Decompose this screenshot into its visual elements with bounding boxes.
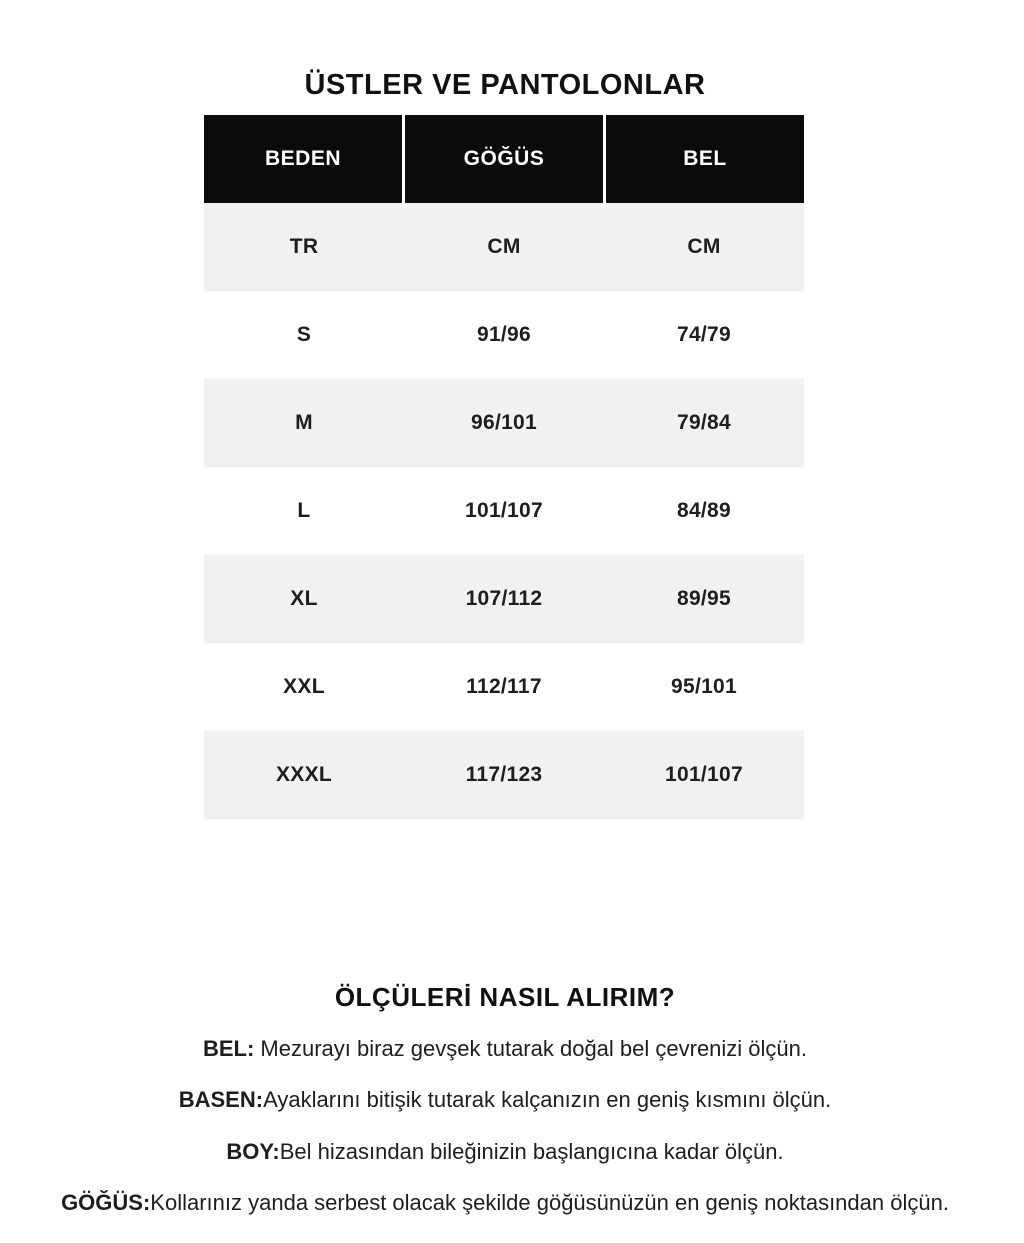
size-cell: L	[297, 499, 311, 522]
size-table-header-row	[204, 115, 804, 203]
instruction-label-boy: BOY:	[226, 1139, 280, 1164]
waist-cell: 84/89	[676, 499, 732, 522]
header-cell-bel: BEL	[606, 115, 804, 203]
instruction-text-basen: Ayaklarını bitişik tutarak kalçanızın en geniş kısmını ölçün.	[263, 1087, 832, 1112]
unit-cell-size: TR	[289, 235, 319, 258]
instruction-label-bel: BEL:	[202, 1036, 255, 1061]
instruction-line-gogus	[0, 1188, 1010, 1218]
header-cell-beden: BEDEN	[204, 115, 402, 203]
instruction-label-gogus: GÖĞÜS:	[61, 1190, 151, 1215]
instructions-title: ÖLÇÜLERİ NASIL ALIRIM?	[334, 982, 676, 1012]
header-cell-gogus: GÖĞÜS	[405, 115, 603, 203]
page-title: ÜSTLER VE PANTOLONLAR	[304, 69, 706, 101]
chest-cell: 112/117	[466, 675, 542, 698]
chest-cell: 117/123	[465, 763, 543, 786]
size-table	[204, 115, 804, 819]
unit-row	[204, 203, 804, 291]
table-row-xxl	[204, 643, 804, 731]
size-cell: S	[296, 323, 312, 346]
chest-cell: 96/101	[470, 411, 538, 434]
instruction-line-boy	[0, 1137, 1010, 1167]
table-row-l	[204, 467, 804, 555]
instruction-line-bel	[0, 1034, 1010, 1064]
waist-cell: 101/107	[664, 763, 743, 786]
instruction-text-bel: Mezurayı biraz gevşek tutarak doğal bel çevrenizi ölçün.	[254, 1036, 808, 1061]
unit-cell-waist: CM	[687, 235, 721, 258]
chest-cell: 91/96	[476, 323, 532, 346]
chest-cell: 101/107	[464, 499, 543, 522]
instruction-text-gogus: Kollarınız yanda serbest olacak şekilde göğüsünüzün en geniş noktasından ölçün.	[150, 1190, 949, 1215]
waist-cell: 74/79	[676, 323, 732, 346]
chest-cell: 107/112	[465, 587, 543, 610]
size-cell: M	[295, 411, 313, 434]
size-cell: XXL	[283, 675, 325, 698]
instruction-label-basen: BASEN:	[178, 1087, 264, 1112]
unit-cell-chest: CM	[487, 235, 521, 258]
table-row-s	[204, 291, 804, 379]
instruction-line-basen	[0, 1085, 1010, 1115]
waist-cell: 89/95	[676, 587, 732, 610]
waist-cell: 95/101	[670, 675, 738, 698]
table-row-m	[204, 379, 804, 467]
size-cell: XL	[290, 587, 318, 610]
table-row-xl	[204, 555, 804, 643]
instruction-text-boy: Bel hizasından bileğinizin başlangıcına kadar ölçün.	[279, 1139, 784, 1164]
table-row-xxxl	[204, 731, 804, 819]
waist-cell: 79/84	[676, 411, 732, 434]
size-cell: XXXL	[275, 763, 333, 786]
